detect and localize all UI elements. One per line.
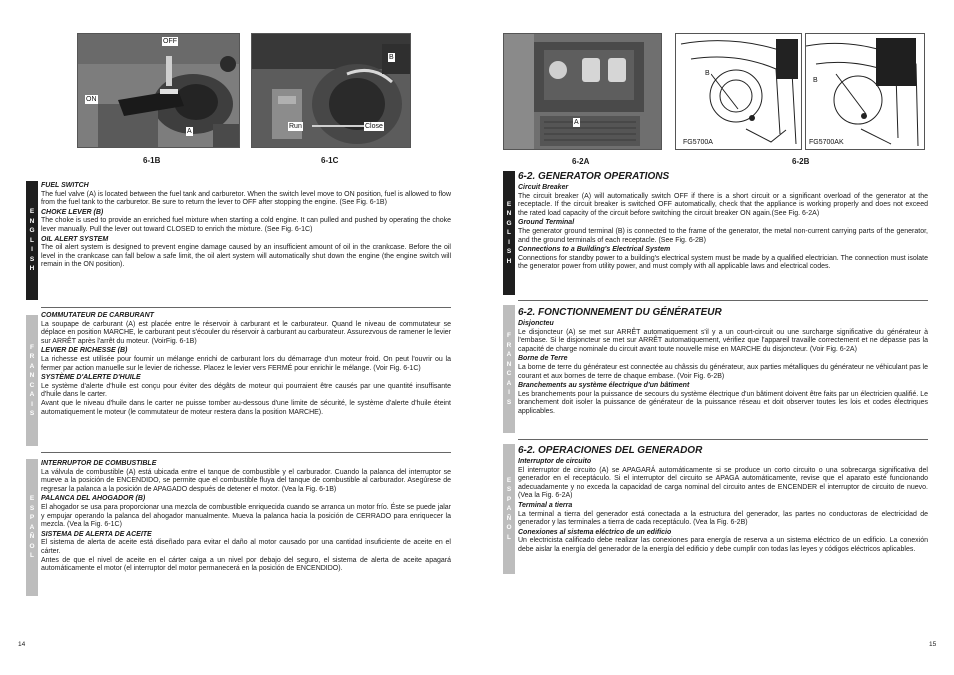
fig-6-1c-label-close: Close bbox=[365, 123, 383, 130]
branchements-text: Les branchements pour la puissance de secours du système électrique d'un bâtiment doivent être faits par un électricien qualifié. Le branchement doit isoler la puissance de générateur de la puissance réseau et doit observer toutes les lois et codes électriques applicables. bbox=[518, 390, 928, 415]
fuel-switch-heading: FUEL SWITCH bbox=[41, 182, 89, 189]
photo-circuit-breaker bbox=[503, 33, 662, 150]
fig-6-2a-label-a: A bbox=[574, 119, 579, 126]
levier-text: La richesse est utilisée pour fournir un mélange enrichi de carburant lors du démarrage d'un moteur froid. On peut l'ouvrir ou la fermer par action manuelle sur le levier de richesse. Placez le levier vers FERMÉ pour enrichir le mélange. (Voir Fig. 6-1C) bbox=[41, 355, 451, 372]
alerta-aceite-text: El sistema de alerta de aceite está diseñado para evitar el daño al motor causado por una cantidad insuficiente de aceite en el cárter. bbox=[41, 539, 451, 555]
section-english-right bbox=[518, 171, 928, 272]
divider-right-1 bbox=[518, 300, 928, 301]
fig-6-1b-label-off: OFF bbox=[163, 38, 177, 45]
levier-heading: LEVIER DE RICHESSE (B) bbox=[41, 347, 128, 355]
choke-lever-illustration bbox=[252, 34, 411, 148]
page-number-left: 14 bbox=[18, 641, 26, 648]
fig-6-1c-label-run: Run bbox=[289, 123, 302, 130]
section-french-left bbox=[41, 312, 451, 417]
disjoncteur-text: Le disjoncteur (A) se met sur ARRÊT automatiquement s'il y a un court-circuit ou une surcharge significative du générateur à l'embase. Si le disjoncteur se met sur ARRÊT automatiquement, vérifiez que l'appareil travaille correctement et ne dépasse pas la capacité de charge nominale du circuit avant toute nouvelle mise en MARCHE du disjoncteur. (Voir Fig. 6-2A) bbox=[518, 328, 928, 353]
ground-terminal-drawing-b bbox=[806, 34, 925, 150]
alerte-huile-heading: SYSTÈME D'ALERTE D'HUILE bbox=[41, 374, 141, 382]
lang-bar-spanish-left: E S P A Ñ O L bbox=[26, 459, 38, 596]
section-spanish-right bbox=[518, 445, 928, 555]
commutateur-text: La soupape de carburant (A) est placée entre le réservoir à carburant et le carburateur. Quand le niveau de commutateur se déplace en position MARCHE, le carburant peut s'écouler du réservoir à carburant au carburateur. Assurezvous de ramener le levier sur ARRÊT après l'arrêt du moteur. (VoirFig. 6-1B) bbox=[41, 320, 451, 345]
fig-6-2b-right-model: FG5700AK bbox=[809, 139, 844, 146]
alerta-aceite-text-2: Antes de que el nivel de aceite en el cárter caiga a un nivel por debajo del seguro, el sistema de alerta de aceite apagará automáticamente el motor (el interruptor del motor permanecerá en la posición de ENCENDIDO). bbox=[41, 556, 451, 573]
oil-alert-heading: OIL ALERT SYSTEM bbox=[41, 235, 109, 243]
lang-bar-french-left: F R A N C A I S bbox=[26, 315, 38, 446]
divider-right-2 bbox=[518, 439, 928, 440]
choke-lever-text: The choke is used to provide an enriched fuel mixture when starting a cold engine. It can pulled and pushed by operating the choke lever manually. Pull the lever out toward CLOSED to enrich the mixture. (See Fig. 6-1C) bbox=[41, 217, 451, 233]
section-english-left bbox=[41, 182, 451, 270]
terminal-tierra-text: La terminal a tierra del generador está conectada a la estructura del generador, las partes no conductoras de electricidad de generador y las terminales a tierra de cada receptáculo. (Vea la Fig. 6-2B) bbox=[518, 510, 928, 527]
circuit-breaker-text: The circuit breaker (A) will automatically switch OFF if there is a short circuit or a significant overload of the generator at the receptacle. If the circuit breaker is switched OFF automatically, check that the appliance is working properly and does not exceed the rated load capacity of the circuit before switching the circuit breaker ON again.(See Fig. 6-2A) bbox=[518, 192, 928, 217]
interruptor-combustible-heading: INTERRUPTOR DE COMBUSTIBLE bbox=[41, 460, 157, 467]
fig-6-1c-label-b: B bbox=[389, 54, 394, 61]
alerta-aceite-heading: SISTEMA DE ALERTA DE ACEITE bbox=[41, 530, 152, 538]
fuel-switch-illustration bbox=[78, 34, 240, 148]
operaciones-heading: 6-2. OPERACIONES DEL GENERADOR bbox=[518, 445, 703, 456]
ahogador-text: El ahogador se usa para proporcionar una mezcla de combustible enriquecida cuando se arranca un motor frío. Éste se puede jalar y empujar operando la palanca del ahogador manualmente. Mueva la palanca hacia la posición de CERRADO para enriquecer la mezcla. (Vea la Fig. 6-1C) bbox=[41, 503, 451, 529]
page-number-right: 15 bbox=[929, 641, 937, 648]
drawing-ground-terminal-left bbox=[675, 33, 802, 150]
fig-6-2b-left-label-b: B bbox=[705, 70, 710, 77]
alerte-huile-text: Le système d'alerte d'huile est conçu pour éviter des dégâts de moteur qui pourraient être causés par une quantité insuffisante d'huile dans le carter. bbox=[41, 382, 451, 399]
choke-lever-heading: CHOKE LEVER (B) bbox=[41, 208, 104, 216]
fig-6-2b-left-model: FG5700A bbox=[683, 139, 713, 146]
fig-6-1b-label-a: A bbox=[187, 128, 192, 135]
conexiones-heading: Conexiones al sistema eléctrico de un edificio bbox=[518, 528, 672, 536]
fig-6-1b-caption: 6-1B bbox=[143, 156, 161, 165]
lang-bar-english-left: E N G L I S H bbox=[26, 181, 38, 300]
interruptor-circuito-text: El interruptor de circuito (A) se APAGARÁ automáticamente si se produce un corto circuito o una sobrecarga significativa del generador en el receptáculo. Si el interruptor del circuito se APAGA automáticamente, revise que el aparato esté funcionando adecuadamente y no exceda la capacidad de carga nominal del circuito antes de ENCENDER el interruptor de circuito de nuevo.(Vea la Fig. 6-2A) bbox=[518, 466, 928, 500]
terminal-tierra-heading: Terminal a tierra bbox=[518, 501, 573, 509]
circuit-breaker-illustration bbox=[504, 34, 662, 150]
circuit-breaker-heading: Circuit Breaker bbox=[518, 184, 569, 191]
drawing-ground-terminal-right bbox=[805, 33, 925, 150]
commutateur-heading: COMMUTATEUR DE CARBURANT bbox=[41, 312, 154, 319]
fuel-switch-text: The fuel valve (A) is located between the fuel tank and carburetor. When the switch level move to ON position, fuel is allowed to flow from the fuel tank to the carburetor. Be sure to return the lever to OFF after stopping the engine. (See Fig. 6-1B) bbox=[41, 190, 451, 207]
ground-terminal-text: The generator ground terminal (B) is connected to the frame of the generator, the metal non-current carrying parts of the generator, and the ground terminals of each receptacle. (See Fig. 6-2B) bbox=[518, 227, 928, 244]
ground-terminal-heading: Ground Terminal bbox=[518, 219, 575, 227]
interruptor-circuito-heading: Interruptor de circuito bbox=[518, 458, 592, 465]
disjoncteur-heading: Disjoncteu bbox=[518, 320, 554, 327]
ground-terminal-drawing-a bbox=[676, 34, 802, 150]
branchements-heading: Branchements au système électrique d'un bâtiment bbox=[518, 382, 690, 390]
lang-bar-english-right: E N G L I S H bbox=[503, 171, 515, 295]
photo-choke-lever bbox=[251, 33, 411, 148]
section-spanish-left bbox=[41, 460, 451, 574]
fonctionnement-heading: 6-2. FONCTIONNEMENT DU GÉNÉRATEUR bbox=[518, 307, 722, 318]
divider-left-2 bbox=[41, 452, 451, 453]
fig-6-2b-right-label-b: B bbox=[813, 77, 818, 84]
connections-heading: Connections to a Building's Electrical System bbox=[518, 246, 671, 254]
fig-6-1b-label-on: ON bbox=[86, 96, 97, 103]
ahogador-heading: PALANCA DEL AHOGADOR (B) bbox=[41, 495, 146, 503]
fig-6-2b-caption: 6-2B bbox=[792, 157, 810, 166]
conexiones-text: Un electricista calificado debe realizar las conexiones para energía de reserva a un sistema eléctrico de un edificio. La conexión debe aislar la energía del generador de la energía del edificio y debe cumplir con todas las leyes y códigos eléctricos aplicables. bbox=[518, 537, 928, 553]
lang-bar-french-right: F R A N C A I S bbox=[503, 305, 515, 433]
fig-6-2a-caption: 6-2A bbox=[572, 157, 590, 166]
photo-fuel-switch bbox=[77, 33, 240, 148]
interruptor-combustible-text: La válvula de combustible (A) está ubicada entre el tanque de combustible y el carburador. Cuando la palanca del interruptor se mueve a la posición de ENCENDIDO, se permite que el combustible fluya del tanque de combustible al carburador. Asegúrese de regresar la palanca a la posición de APAGADO después de detener el motor. (Vea la Fig. 6-1B) bbox=[41, 468, 451, 493]
generator-operations-heading: 6-2. GENERATOR OPERATIONS bbox=[518, 171, 670, 182]
lang-bar-spanish-right: E S P A Ñ O L bbox=[503, 444, 515, 574]
divider-left-1 bbox=[41, 307, 451, 308]
alerte-huile-text-2: Avant que le niveau d'huile dans le carter ne puisse tomber au-dessous d'une limite de sécurité, le système d'alerte d'huile éteint automatiquement le moteur (le commutateur de moteur restera dans la position MARCHE). bbox=[41, 399, 451, 416]
fig-6-1c-caption: 6-1C bbox=[321, 156, 339, 165]
section-french-right bbox=[518, 307, 928, 417]
oil-alert-text: The oil alert system is designed to prevent engine damage caused by an insufficient amount of oil in the crankcase. Before the oil level in the crankcase can fall below a safe limit, the oil alert system will automatically shut down the engine (the engine switch will remain in the ON position). bbox=[41, 244, 451, 269]
connections-text: Connections for standby power to a building's electrical system must be made by a qualified electrician. The connection must isolate the generator power from utility power, and must comply with all applicable laws and electrical codes. bbox=[518, 254, 928, 271]
borne-terre-text: La borne de terre du générateur est connectée au châssis du générateur, aux parties métalliques du générateur ne véhiculant pas le courant et aux bornes de terre de chaque embase. (Voir Fig. 6-2B) bbox=[518, 363, 928, 380]
borne-terre-heading: Borne de Terre bbox=[518, 355, 568, 363]
